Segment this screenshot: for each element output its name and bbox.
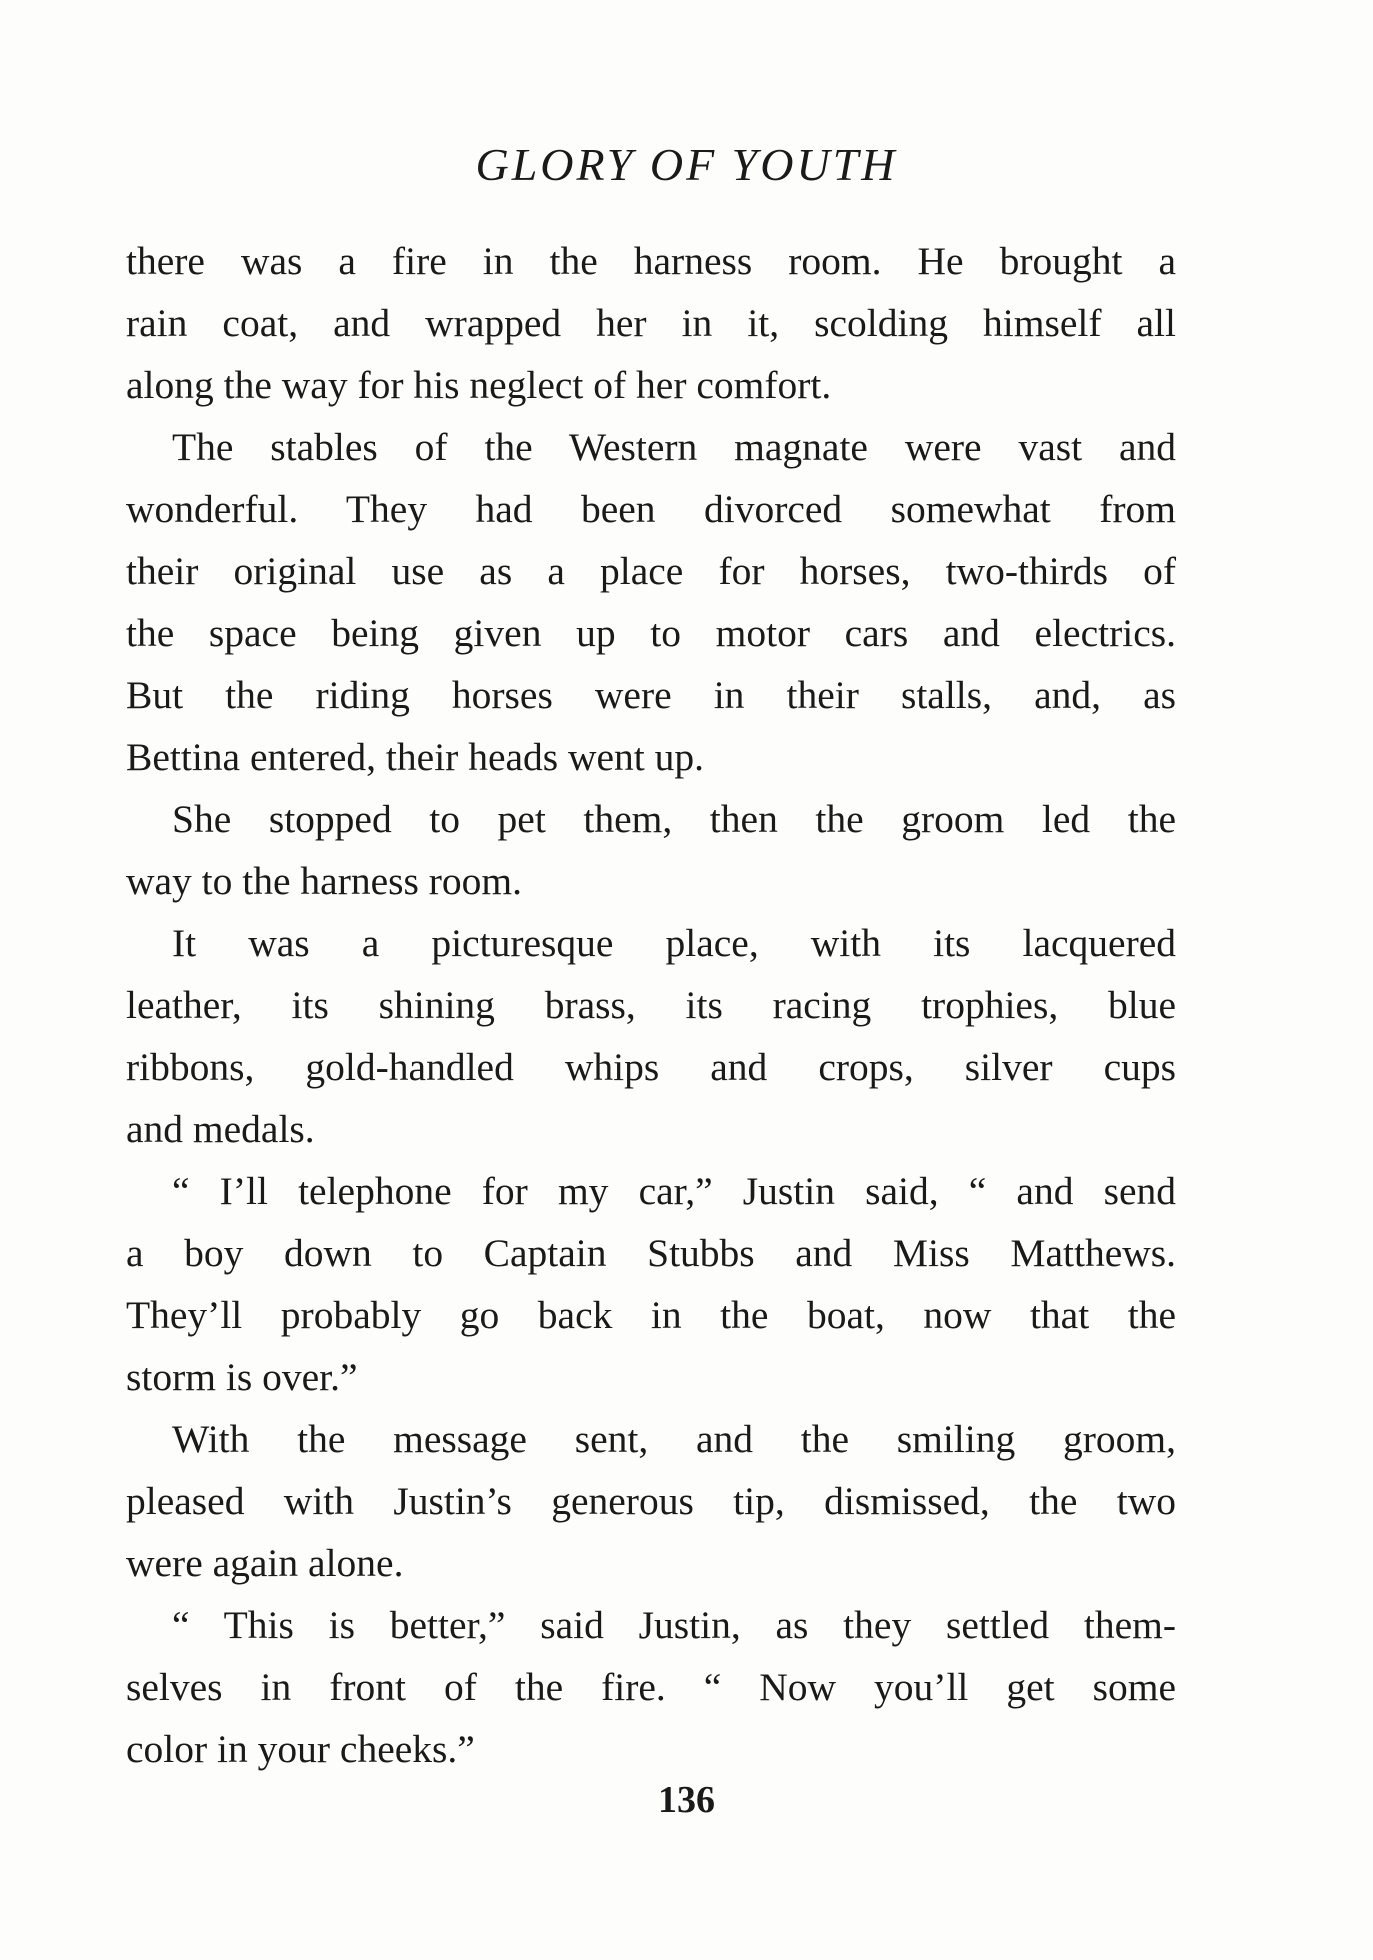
page-number: 136 <box>658 1779 715 1821</box>
paragraph-1 <box>126 230 1176 416</box>
text-line: and medals. <box>126 1107 315 1151</box>
paragraph-7 <box>126 1594 1176 1780</box>
text-line: The stables of the Western magnate were vast and <box>172 425 1176 469</box>
text-line: there was a fire in the harness room. He brought a <box>126 239 1176 283</box>
paragraph-6 <box>126 1408 1176 1594</box>
text-line: color in your cheeks.” <box>126 1727 475 1771</box>
text-line: It was a picturesque place, with its lacquered <box>172 921 1176 965</box>
paragraph-5 <box>126 1160 1176 1408</box>
text-line: “ I’ll telephone for my car,” Justin said, “ and send <box>172 1169 1176 1213</box>
text-line: “ This is better,” said Justin, as they settled them- <box>172 1603 1176 1647</box>
text-line: way to the harness room. <box>126 859 523 903</box>
body-text <box>126 230 1176 1780</box>
text-line: With the message sent, and the smiling groom, <box>172 1417 1176 1461</box>
text-line: She stopped to pet them, then the groom led the <box>172 797 1176 841</box>
text-line: Bettina entered, their heads went up. <box>126 735 705 779</box>
paragraph-2 <box>126 416 1176 788</box>
text-line: But the riding horses were in their stalls, and, as <box>126 673 1176 717</box>
text-line: leather, its shining brass, its racing trophies, blue <box>126 983 1176 1027</box>
text-line: storm is over.” <box>126 1355 358 1399</box>
text-line: ribbons, gold-handled whips and crops, silver cups <box>126 1045 1176 1089</box>
text-line: a boy down to Captain Stubbs and Miss Matthews. <box>126 1231 1176 1275</box>
text-line: the space being given up to motor cars and electrics. <box>126 611 1176 655</box>
text-line: wonderful. They had been divorced somewhat from <box>126 487 1176 531</box>
running-head: GLORY OF YOUTH <box>475 139 898 190</box>
text-line: pleased with Justin’s generous tip, dismissed, the two <box>126 1479 1176 1523</box>
text-line: their original use as a place for horses, two-thirds of <box>126 549 1176 593</box>
text-line: were again alone. <box>126 1541 404 1585</box>
paragraph-4 <box>126 912 1176 1160</box>
text-line: rain coat, and wrapped her in it, scolding himself all <box>126 301 1176 345</box>
paragraph-3 <box>126 788 1176 912</box>
text-line: along the way for his neglect of her comfort. <box>126 363 832 407</box>
text-line: selves in front of the fire. “ Now you’ll get some <box>126 1665 1176 1709</box>
text-line: They’ll probably go back in the boat, now that the <box>126 1293 1176 1337</box>
